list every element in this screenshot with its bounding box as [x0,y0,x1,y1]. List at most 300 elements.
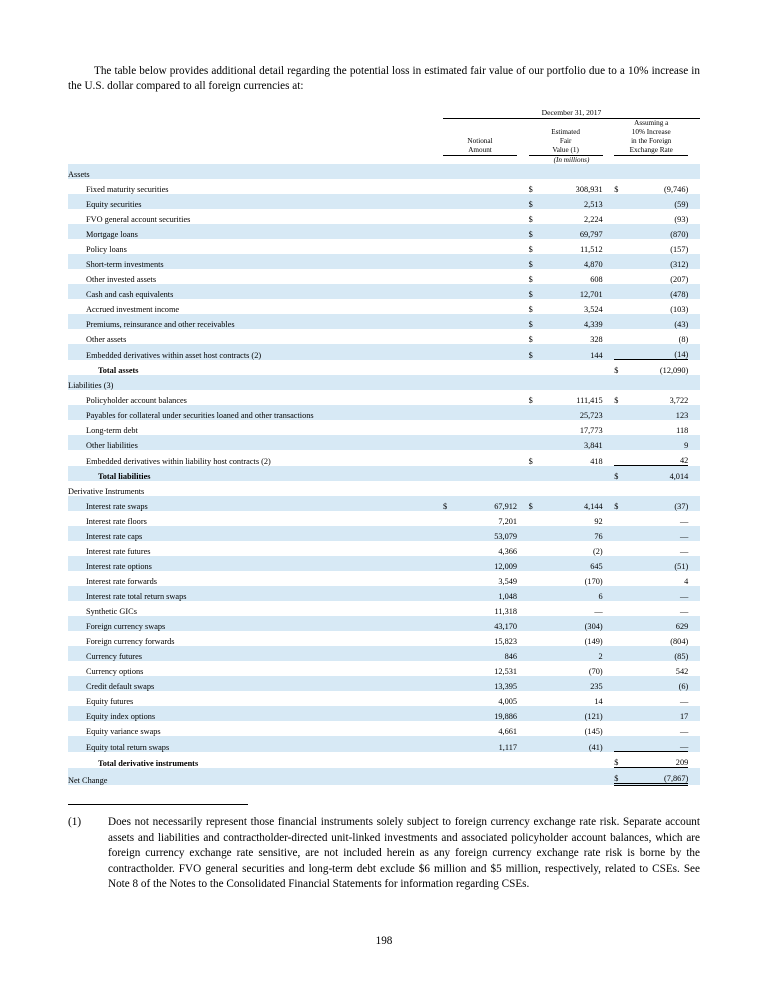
row-currency-notional [443,284,457,299]
row-currency-fair-value: $ [529,284,543,299]
row-label: Currency options [86,667,144,677]
table-row [68,164,700,179]
row-value-fair-value: 2 [542,646,602,661]
row-currency-increase [614,721,628,736]
row-value-fair-value: 418 [590,456,603,466]
header-col-fair-value [529,119,603,155]
row-pad [688,631,700,646]
row-currency-increase [614,616,628,631]
row-pad [688,450,700,466]
row-value-increase: — [679,547,689,557]
row-label: Payables for collateral under securities loaned and other transactions [68,405,443,420]
row-value-fair-value: 328 [590,335,603,345]
row-currency-fair-value [529,556,543,571]
row-value-notional [457,329,517,344]
row-currency-notional: $ [443,496,457,511]
row-label: Interest rate forwards [86,577,157,587]
row-pad [517,314,529,329]
row-currency-increase [614,481,628,496]
row-label: Other invested assets [86,275,157,285]
row-currency-fair-value [529,601,543,616]
row-currency-notional [443,224,457,239]
row-currency-fair-value [529,752,543,768]
header-date-label: December 31, 2017 [541,108,602,118]
row-value-increase: (51) [628,556,688,571]
row-value-fair-value: (145) [584,727,603,737]
row-pad [688,752,700,768]
row-pad [688,571,700,586]
table-row [68,721,700,736]
table-row [68,194,700,209]
row-pad [603,254,615,269]
row-value-increase: 4 [684,577,689,587]
row-label: Cash and cash equivalents [68,284,443,299]
row-pad [603,390,615,405]
row-value-fair-value: 608 [590,275,603,285]
row-pad [517,269,529,284]
row-pad [688,616,700,631]
row-currency-notional [443,375,457,390]
row-value-fair-value: 3,841 [542,435,602,450]
row-pad [603,496,615,511]
row-currency-increase [614,601,628,616]
row-pad [603,768,615,785]
row-label: Foreign currency forwards [86,637,175,647]
table-row [68,239,700,254]
row-value-fair-value: 4,870 [542,254,602,269]
row-currency-fair-value [529,541,543,556]
table-row [68,496,700,511]
row-currency-notional [443,466,457,482]
row-pad [517,752,529,768]
row-value-notional: 4,005 [498,697,518,707]
row-currency-increase [614,405,628,420]
row-label: Embedded derivatives within liability host contracts (2) [86,456,271,466]
row-currency-fair-value: $ [528,215,533,225]
row-pad [688,269,700,284]
row-pad [603,616,615,631]
row-value-fair-value: 4,144 [542,496,602,511]
row-currency-increase [614,224,628,239]
row-currency-increase [614,254,628,269]
row-label: Policy loans [86,245,127,255]
row-pad [517,239,529,254]
row-pad [603,420,615,435]
row-currency-notional [443,601,457,616]
row-label: Total liabilities [68,466,443,482]
row-currency-increase [614,526,628,541]
row-value-increase: — [679,727,689,737]
row-label: Liabilities (3) [68,375,443,390]
row-value-notional [457,435,517,450]
row-currency-notional [443,571,457,586]
row-label: Short-term investments [68,254,443,269]
header-col-inc-line2: 10% Increase [631,128,671,137]
header-units-label: (In millions) [553,156,590,165]
row-currency-notional [443,526,457,541]
row-pad [603,541,615,556]
row-currency-notional [443,194,457,209]
row-currency-increase [614,556,628,571]
row-label: Fixed maturity securities [86,185,169,195]
table-row [68,209,700,224]
row-value-notional: 7,201 [498,517,518,527]
row-pad [688,420,700,435]
row-value-increase: — [679,517,689,527]
row-pad [688,691,700,706]
row-value-increase: (93) [674,215,689,225]
row-currency-fair-value: $ [529,496,543,511]
table-row [68,601,700,616]
row-label: Derivative Instruments [68,487,145,497]
row-currency-notional [443,768,457,785]
row-value-increase: (804) [670,637,689,647]
header-col-increase [614,119,688,155]
table-row [68,375,700,390]
row-label: Equity total return swaps [68,736,443,752]
row-pad [603,466,615,482]
row-pad [517,556,529,571]
row-value-notional [457,254,517,269]
row-currency-fair-value [529,526,543,541]
row-pad [603,676,615,691]
row-value-notional [457,390,517,405]
row-pad [517,375,529,390]
row-pad [603,691,615,706]
row-currency-increase [614,586,628,601]
row-currency-notional [443,752,457,768]
row-value-increase: (37) [628,496,688,511]
row-value-fair-value: 69,797 [542,224,602,239]
row-currency-increase [614,676,628,691]
row-value-increase [628,481,688,496]
row-label: Interest rate futures [86,547,151,557]
row-currency-fair-value: $ [528,305,533,315]
row-pad [688,224,700,239]
row-value-notional [457,239,517,254]
row-pad [603,375,615,390]
row-pad [688,768,700,785]
row-currency-increase [614,209,628,224]
row-value-notional: 3,549 [498,577,518,587]
row-pad [688,405,700,420]
row-pad [603,209,615,224]
row-label: Total derivative instruments [98,758,199,768]
row-currency-fair-value [529,571,543,586]
row-value-fair-value: — [594,607,603,617]
header-col-notional-line2: Amount [468,146,492,155]
row-currency-notional [443,390,457,405]
row-value-fair-value: 14 [594,697,603,707]
row-pad [517,571,529,586]
row-pad [688,179,700,194]
row-currency-fair-value: $ [528,396,533,406]
row-pad [517,616,529,631]
row-value-notional: 43,170 [457,616,517,631]
row-value-increase: — [628,736,688,752]
row-currency-fair-value: $ [528,335,533,345]
row-value-increase: (12,090) [628,360,688,376]
table-row [68,676,700,691]
row-label: Synthetic GICs [86,607,137,617]
table-row [68,435,700,450]
row-pad [688,390,700,405]
row-label: Other liabilities [68,435,443,450]
row-currency-notional [443,435,457,450]
row-value-fair-value: (304) [542,616,602,631]
row-currency-fair-value: $ [529,194,543,209]
row-currency-notional [443,661,457,676]
row-currency-increase [614,571,628,586]
row-value-fair-value: 92 [594,517,603,527]
row-value-fair-value: 645 [542,556,602,571]
table-row [68,571,700,586]
row-value-increase: — [679,607,689,617]
page-number: 198 [375,935,393,947]
row-value-fair-value [542,375,602,390]
row-value-fair-value: (170) [584,577,603,587]
row-label: Total assets [98,366,139,376]
row-label: Mortgage loans [68,224,443,239]
table-row [68,752,700,768]
row-value-increase [628,375,688,390]
row-pad [688,329,700,344]
row-currency-fair-value [529,405,543,420]
row-currency-notional [443,179,457,194]
row-currency-fair-value [529,511,543,526]
row-pad [603,736,615,752]
table-row [68,661,700,676]
row-value-fair-value: 144 [542,344,602,360]
table-row [68,405,700,420]
row-pad [603,269,615,284]
row-pad [688,254,700,269]
row-label: Interest rate floors [86,517,147,527]
row-value-notional: 67,912 [457,496,517,511]
row-value-notional [457,420,517,435]
row-currency-notional [443,405,457,420]
row-pad [517,164,529,179]
table-row [68,224,700,239]
row-value-notional: 15,823 [494,637,518,647]
row-currency-notional [443,254,457,269]
row-pad [517,768,529,785]
row-pad [603,721,615,736]
row-currency-notional [443,420,457,435]
row-currency-fair-value [529,676,543,691]
row-value-fair-value: 12,701 [542,284,602,299]
row-value-notional [457,284,517,299]
footnote-divider [68,804,248,805]
row-value-increase: (9,746) [664,185,689,195]
row-value-notional [457,299,517,314]
row-pad [688,661,700,676]
row-currency-notional [443,616,457,631]
row-label: Policyholder account balances [86,396,187,406]
row-pad [603,224,615,239]
table-row [68,556,700,571]
row-value-notional: 53,079 [457,526,517,541]
row-currency-fair-value [529,481,543,496]
row-value-increase: (870) [628,224,688,239]
table-row [68,481,700,496]
table-row [68,314,700,329]
row-label: Interest rate swaps [68,496,443,511]
row-pad [688,601,700,616]
row-currency-notional [443,721,457,736]
row-currency-increase [614,706,628,721]
financial-table [68,108,700,786]
row-value-fair-value: 235 [542,676,602,691]
row-label: Interest rate total return swaps [68,586,443,601]
row-label: Embedded derivatives within asset host contracts (2) [68,344,443,360]
table-row [68,646,700,661]
intro-text: The table below provides additional detail regarding the potential loss in estimated fair value of our portfolio due to a 10% increase in the U.S. dollar compared to all foreign currencies at: [68,65,700,93]
row-pad [688,481,700,496]
row-label: Equity index options [68,706,443,721]
row-currency-fair-value [529,691,543,706]
row-currency-notional [443,360,457,376]
table-header [68,108,700,164]
row-pad [603,601,615,616]
row-currency-notional [443,706,457,721]
row-value-fair-value: 11,512 [580,245,603,255]
row-value-fair-value: 4,339 [542,314,602,329]
table-row [68,360,700,376]
row-value-notional: 19,886 [457,706,517,721]
row-pad [603,360,615,376]
row-currency-increase [614,541,628,556]
row-label: Equity variance swaps [86,727,161,737]
row-currency-increase: $ [614,496,628,511]
row-value-increase [628,164,688,179]
row-pad [603,344,615,360]
row-pad [688,314,700,329]
row-label: Accrued investment income [86,305,180,315]
row-currency-notional [443,450,457,466]
table-row [68,466,700,482]
row-value-increase: (59) [628,194,688,209]
row-pad [603,752,615,768]
row-currency-notional [443,676,457,691]
table-row [68,616,700,631]
row-value-notional [457,269,517,284]
row-currency-notional [443,511,457,526]
row-label: Interest rate caps [68,526,443,541]
row-pad [603,631,615,646]
row-pad [688,466,700,482]
row-pad [517,646,529,661]
row-value-increase: 17 [628,706,688,721]
row-pad [517,329,529,344]
row-value-fair-value: 111,415 [576,396,603,406]
row-value-fair-value: 17,773 [579,426,603,436]
row-value-fair-value: 3,524 [583,305,603,315]
row-currency-increase [614,375,628,390]
row-label: Premiums, reinsurance and other receivables [68,314,443,329]
table-row [68,631,700,646]
row-pad [603,194,615,209]
row-pad [603,481,615,496]
row-pad [688,375,700,390]
row-value-notional [457,209,517,224]
row-currency-fair-value [529,736,543,752]
row-pad [603,511,615,526]
row-pad [603,571,615,586]
row-currency-fair-value [529,661,543,676]
row-pad [517,526,529,541]
row-value-increase: (43) [628,314,688,329]
row-currency-increase: $ [614,752,628,768]
row-value-fair-value: (2) [592,547,603,557]
row-pad [688,496,700,511]
row-currency-notional [443,209,457,224]
row-value-notional [457,194,517,209]
table-row [68,179,700,194]
row-value-notional: 1,117 [457,736,517,752]
header-columns-row [68,119,700,155]
row-pad [517,405,529,420]
row-currency-increase [614,314,628,329]
row-value-increase: 542 [675,667,689,677]
row-value-fair-value: 25,723 [542,405,602,420]
row-label: Credit default swaps [68,676,443,691]
row-currency-notional [443,586,457,601]
row-value-notional [457,344,517,360]
row-pad [517,390,529,405]
row-pad [688,646,700,661]
row-pad [688,676,700,691]
row-value-increase: — [679,697,689,707]
table-row [68,736,700,752]
row-currency-notional [443,299,457,314]
row-value-increase: (103) [670,305,689,315]
row-currency-increase [614,299,628,314]
row-pad [517,209,529,224]
row-pad [517,344,529,360]
row-value-fair-value: (121) [542,706,602,721]
row-value-fair-value: 2,224 [583,215,603,225]
row-currency-increase: $ [614,396,619,406]
row-currency-fair-value: $ [528,456,533,466]
table-row [68,450,700,466]
row-pad [688,284,700,299]
row-currency-increase [614,344,628,360]
row-currency-fair-value: $ [528,185,533,195]
row-pad [688,344,700,360]
row-pad [517,586,529,601]
row-value-fair-value: 308,931 [575,185,603,195]
row-currency-fair-value: $ [528,245,533,255]
row-pad [517,254,529,269]
row-currency-increase [614,329,628,344]
row-value-notional: 4,661 [498,727,518,737]
row-value-increase: (312) [628,254,688,269]
row-pad [517,511,529,526]
table-row [68,526,700,541]
row-value-increase: 9 [628,435,688,450]
row-currency-increase [614,736,628,752]
row-value-fair-value: 6 [542,586,602,601]
header-col-fv-line2: Fair [559,137,572,146]
row-currency-increase [614,239,628,254]
row-pad [603,450,615,466]
row-value-fair-value [542,164,602,179]
row-value-notional [457,768,517,785]
row-currency-notional [443,329,457,344]
table-row [68,586,700,601]
row-pad [517,541,529,556]
